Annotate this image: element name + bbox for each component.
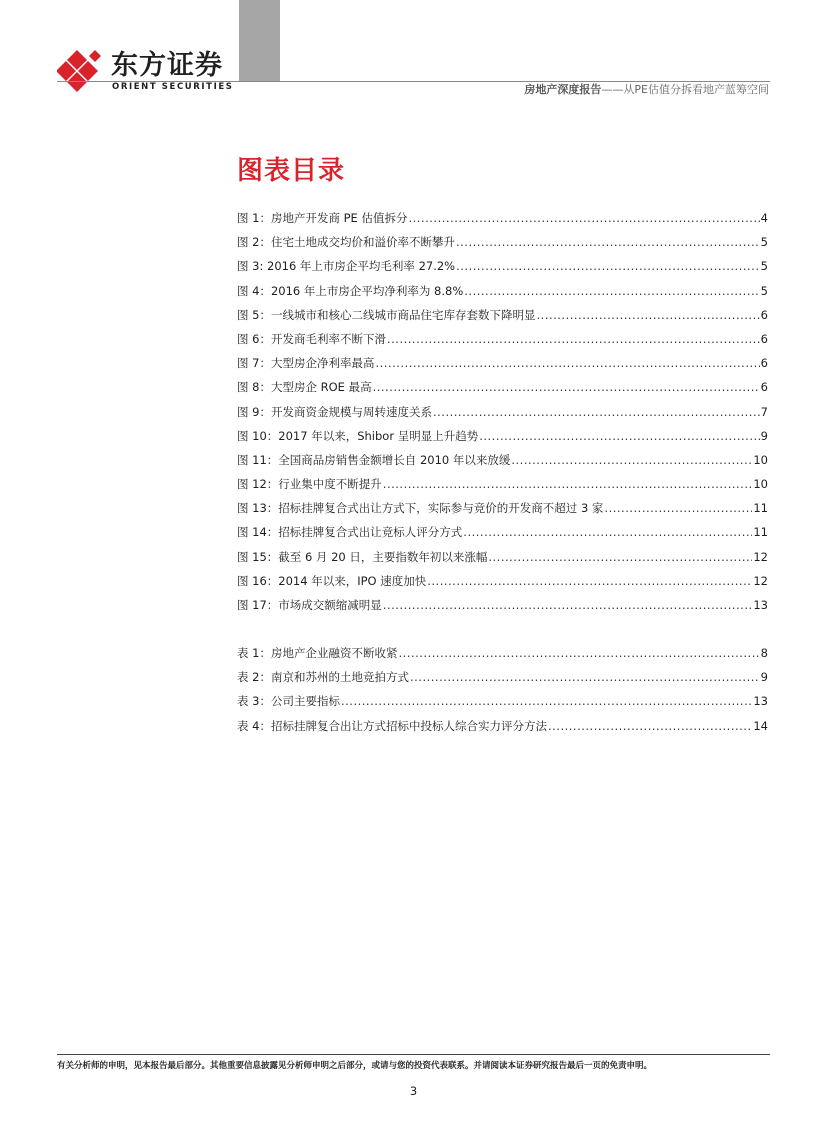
toc-figure-entry[interactable]	[237, 428, 768, 452]
toc-entry-label[interactable]: 图 15：截至 6 月 20 日，主要指数年初以来涨幅	[237, 549, 488, 564]
toc-entry-page[interactable]: 12	[753, 549, 768, 564]
toc-entry-page[interactable]: 13	[753, 694, 768, 709]
figure-list	[237, 210, 768, 621]
toc-figure-entry[interactable]	[237, 597, 768, 621]
toc-entry-label[interactable]: 图 11：全国商品房销售金额增长自 2010 年以来放缓	[237, 452, 511, 467]
toc-entry-label[interactable]: 图 9：开发商资金规模与周转速度关系	[237, 404, 432, 419]
toc-entry-label[interactable]: 图 1：房地产开发商 PE 估值拆分	[237, 211, 408, 225]
toc-entry-label[interactable]: 表 2：南京和苏州的土地竞拍方式	[237, 670, 409, 685]
toc-figure-entry[interactable]	[237, 573, 768, 597]
table-list	[237, 645, 768, 742]
toc-entry-page[interactable]: 5	[760, 259, 768, 274]
toc-figure-entry[interactable]	[237, 500, 768, 524]
toc-entry-page[interactable]: 5	[760, 235, 768, 250]
toc-leader-dots	[488, 550, 752, 564]
toc-leader-dots	[427, 574, 752, 588]
toc-leader-dots	[456, 235, 760, 249]
footer-disclaimer: 有关分析师的申明，见本报告最后部分。其他重要信息披露见分析师申明之后部分，或请与您的投资代表联系。并请阅读本证券研究报告最后一页的免责申明。	[57, 1061, 653, 1071]
toc-table-entry[interactable]	[237, 693, 768, 717]
toc-entry-label[interactable]: 图 17：市场成交额缩减明显	[237, 598, 382, 612]
report-title: 从PE估值分拆看地产蓝筹空间	[623, 83, 769, 96]
toc-entry-label[interactable]: 图 16：2014 年以来，IPO 速度加快	[237, 573, 427, 588]
toc-entry-label[interactable]: 表 4：招标挂牌复合出让方式招标中投标人综合实力评分方法	[237, 718, 547, 733]
orient-securities-logo	[57, 50, 234, 94]
toc-entry-label[interactable]: 图 14：招标挂牌复合式出让竞标人评分方式	[237, 525, 463, 540]
toc-leader-dots	[464, 284, 759, 298]
toc-leader-dots	[410, 670, 760, 684]
toc-entry-page[interactable]: 6	[760, 380, 768, 395]
toc-figure-entry[interactable]	[237, 476, 768, 500]
toc-entry-page[interactable]: 14	[753, 718, 768, 733]
toc-leader-dots	[383, 598, 753, 612]
logo-chinese-text: 东方证券	[111, 50, 223, 81]
page-number: 3	[409, 1084, 418, 1098]
toc-figure-entry[interactable]	[237, 452, 768, 476]
toc-leader-dots	[375, 356, 759, 370]
toc-leader-dots	[398, 646, 759, 660]
diamond-logo-icon	[57, 50, 105, 94]
toc-entry-label[interactable]: 图 12：行业集中度不断提升	[237, 477, 382, 492]
toc-entry-page[interactable]: 9	[760, 428, 768, 443]
toc-entry-page[interactable]: 12	[753, 573, 768, 588]
toc-table-entry[interactable]	[237, 718, 768, 742]
toc-entry-label[interactable]: 图 10：2017 年以来，Shibor 呈明显上升趋势	[237, 428, 479, 443]
toc-entry-label[interactable]: 图 8：大型房企 ROE 最高	[237, 380, 372, 395]
toc-leader-dots	[387, 332, 760, 346]
toc-figure-entry[interactable]	[237, 379, 768, 403]
toc-leader-dots	[408, 211, 759, 225]
toc-entry-label[interactable]: 图 3: 2016 年上市房企平均毛利率 27.2%	[237, 259, 456, 274]
toc-entry-label[interactable]: 图 5：一线城市和核心二线城市商品住宅库存套数下降明显	[237, 307, 536, 322]
toc-entry-page[interactable]: 6	[760, 307, 768, 322]
toc-leader-dots	[341, 694, 752, 708]
toc-figure-entry[interactable]	[237, 210, 768, 234]
toc-figure-entry[interactable]	[237, 307, 768, 331]
toc-leader-dots	[463, 525, 752, 539]
toc-entry-page[interactable]: 9	[760, 670, 768, 685]
toc-figure-entry[interactable]	[237, 549, 768, 573]
toc-title: 图表目录	[237, 156, 346, 186]
toc-table-entry[interactable]	[237, 645, 768, 669]
toc-entry-page[interactable]: 11	[753, 501, 768, 516]
toc-entry-page[interactable]: 4	[760, 211, 768, 225]
toc-entry-label[interactable]: 表 3：公司主要指标	[237, 694, 340, 709]
toc-entry-page[interactable]: 7	[760, 404, 768, 419]
toc-entry-label[interactable]: 图 2：住宅土地成交均价和溢价率不断攀升	[237, 235, 455, 250]
toc-entry-page[interactable]: 6	[760, 331, 768, 346]
toc-entry-page[interactable]: 10	[753, 452, 768, 467]
toc-leader-dots	[548, 719, 752, 733]
toc-entry-label[interactable]: 表 1：房地产企业融资不断收紧	[237, 646, 398, 660]
toc-leader-dots	[383, 477, 753, 491]
header-gray-band	[239, 0, 280, 81]
toc-leader-dots	[511, 453, 752, 467]
toc-entry-page[interactable]: 13	[753, 598, 768, 612]
toc-leader-dots	[479, 429, 759, 443]
toc-figure-entry[interactable]	[237, 258, 768, 282]
toc-leader-dots	[433, 405, 760, 419]
toc-table-entry[interactable]	[237, 669, 768, 693]
toc-leader-dots	[604, 501, 752, 515]
toc-figure-entry[interactable]	[237, 404, 768, 428]
report-type: 房地产深度报告	[524, 83, 602, 96]
toc-leader-dots	[536, 308, 759, 322]
toc-entry-label[interactable]: 图 7：大型房企净利率最高	[237, 356, 375, 371]
toc-figure-entry[interactable]	[237, 331, 768, 355]
report-header	[524, 82, 769, 98]
footer-divider	[57, 1054, 770, 1055]
toc-figure-entry[interactable]	[237, 234, 768, 258]
toc-entry-label[interactable]: 图 13：招标挂牌复合式出让方式下，实际参与竞价的开发商不超过 3 家	[237, 501, 604, 516]
toc-entry-page[interactable]: 6	[760, 356, 768, 371]
toc-leader-dots	[373, 380, 760, 394]
toc-entry-page[interactable]: 5	[760, 283, 768, 298]
toc-leader-dots	[456, 259, 760, 273]
header-separator: ——	[601, 83, 624, 96]
toc-figure-entry[interactable]	[237, 355, 768, 379]
toc-entry-label[interactable]: 图 6：开发商毛利率不断下滑	[237, 331, 386, 346]
logo-english-text: ORIENT SECURITIES	[112, 82, 234, 92]
toc-entry-label[interactable]: 图 4：2016 年上市房企平均净利率为 8.8%	[237, 283, 464, 298]
toc-entry-page[interactable]: 8	[760, 646, 768, 660]
toc-entry-page[interactable]: 10	[753, 477, 768, 492]
toc-figure-entry[interactable]	[237, 283, 768, 307]
toc-entry-page[interactable]: 11	[753, 525, 768, 540]
toc-figure-entry[interactable]	[237, 524, 768, 548]
